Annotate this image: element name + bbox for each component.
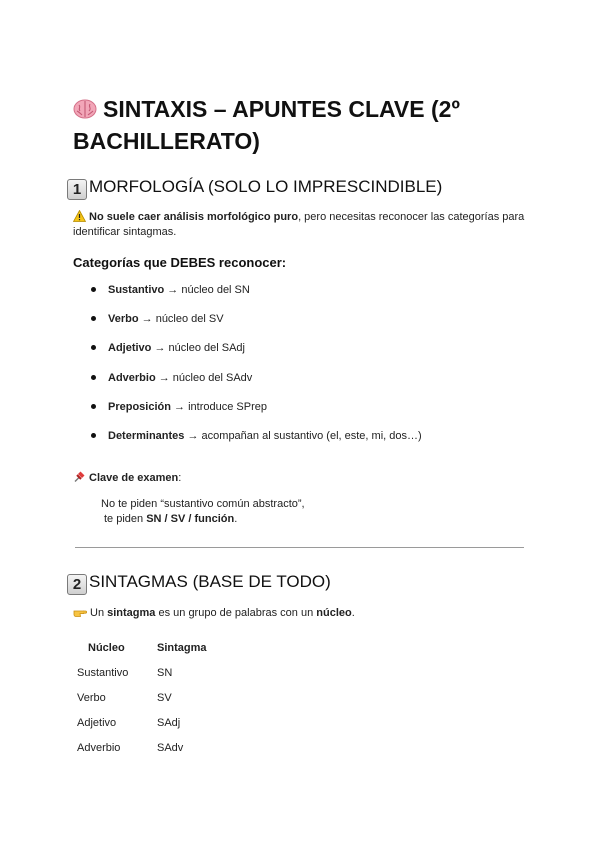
bullet-icon	[91, 345, 96, 350]
exam-key-label-text: Clave de examen	[89, 472, 179, 484]
section-1-heading	[67, 176, 442, 200]
category-name: Preposición	[108, 400, 171, 413]
exam-key-line-2-bold: SN / SV / función	[146, 513, 235, 525]
category-desc: → núcleo del SV	[141, 313, 224, 326]
page-title-text: SINTAXIS – APUNTES CLAVE (2º BACHILLERATO)	[73, 96, 460, 154]
categories-subheading: Categorías que DEBES reconocer:	[73, 255, 287, 270]
section-2-heading-text: SINTAGMAS (BASE DE TODO)	[89, 572, 331, 591]
exam-key-colon: :	[178, 472, 182, 484]
table-cell: SN	[157, 666, 173, 679]
table-cell: Adjetivo	[77, 716, 117, 729]
table-header: Sintagma	[157, 641, 207, 654]
warning-rest-text: , pero necesitas reconocer las categorías para identificar sintagmas.	[73, 211, 525, 238]
definition-text-2: es un grupo de palabras con un	[155, 607, 317, 619]
definition-bold-2: núcleo	[316, 607, 352, 619]
exam-key-line-2-pre: te piden	[104, 513, 147, 525]
category-desc: → núcleo del SAdv	[158, 371, 253, 384]
brain-icon	[73, 99, 97, 119]
pushpin-icon	[73, 470, 86, 483]
table-cell: Sustantivo	[77, 666, 129, 679]
bullet-icon	[91, 375, 96, 380]
section-1-heading-text: MORFOLOGÍA (SOLO LO IMPRESCINDIBLE)	[89, 177, 443, 196]
table-cell: Adverbio	[77, 741, 121, 754]
category-name: Determinantes	[108, 429, 185, 442]
table-row	[73, 660, 207, 685]
list-item	[88, 427, 422, 456]
category-desc: → introduce SPrep	[174, 400, 267, 413]
nucleo-sintagma-table	[73, 635, 207, 760]
list-item	[88, 310, 422, 339]
table-cell: SAdj	[157, 716, 181, 729]
exam-key-note	[101, 497, 305, 527]
definition-text-3: .	[351, 607, 355, 619]
table-header-row	[73, 635, 207, 660]
category-desc: → núcleo del SN	[167, 284, 250, 296]
page-title	[73, 93, 533, 157]
list-item	[88, 281, 422, 310]
keycap-1-icon: 1	[67, 179, 87, 200]
table-cell: Verbo	[77, 691, 106, 704]
section-divider	[75, 547, 524, 548]
keycap-2-icon: 2	[67, 574, 87, 595]
list-item	[88, 339, 422, 368]
section-2-heading	[67, 571, 331, 595]
category-name: Adverbio	[108, 371, 156, 384]
warning-icon	[73, 210, 86, 222]
bullet-icon	[91, 404, 96, 409]
table-header: Núcleo	[88, 641, 125, 654]
exam-key-label	[73, 470, 181, 486]
exam-key-line-2-post: .	[234, 513, 238, 525]
pointing-hand-icon	[73, 606, 87, 618]
bullet-icon	[91, 316, 96, 321]
definition-bold-1: sintagma	[107, 607, 156, 619]
list-item	[88, 369, 422, 398]
exam-key-line-1: No te piden “sustantivo común abstracto”,	[101, 498, 305, 510]
category-desc: → núcleo del SAdj	[154, 342, 245, 355]
list-item	[88, 398, 422, 427]
bullet-icon	[91, 287, 96, 292]
table-row	[73, 685, 207, 710]
table-row	[73, 735, 207, 760]
categories-list	[88, 281, 422, 456]
category-name: Sustantivo	[108, 284, 165, 296]
warning-bold-text: No suele caer análisis morfológico puro	[89, 211, 299, 223]
sintagma-definition	[73, 606, 533, 621]
table-row	[73, 710, 207, 735]
table-cell: SV	[157, 691, 172, 704]
category-name: Verbo	[108, 313, 139, 326]
definition-text-1: Un	[90, 607, 108, 619]
table-cell: SAdv	[157, 741, 184, 754]
morphology-warning	[73, 210, 533, 240]
exam-key-line-2	[101, 512, 305, 527]
category-desc: → acompañan al sustantivo (el, este, mi, dos…)	[187, 429, 422, 442]
bullet-icon	[91, 433, 96, 438]
category-name: Adjetivo	[108, 342, 152, 355]
